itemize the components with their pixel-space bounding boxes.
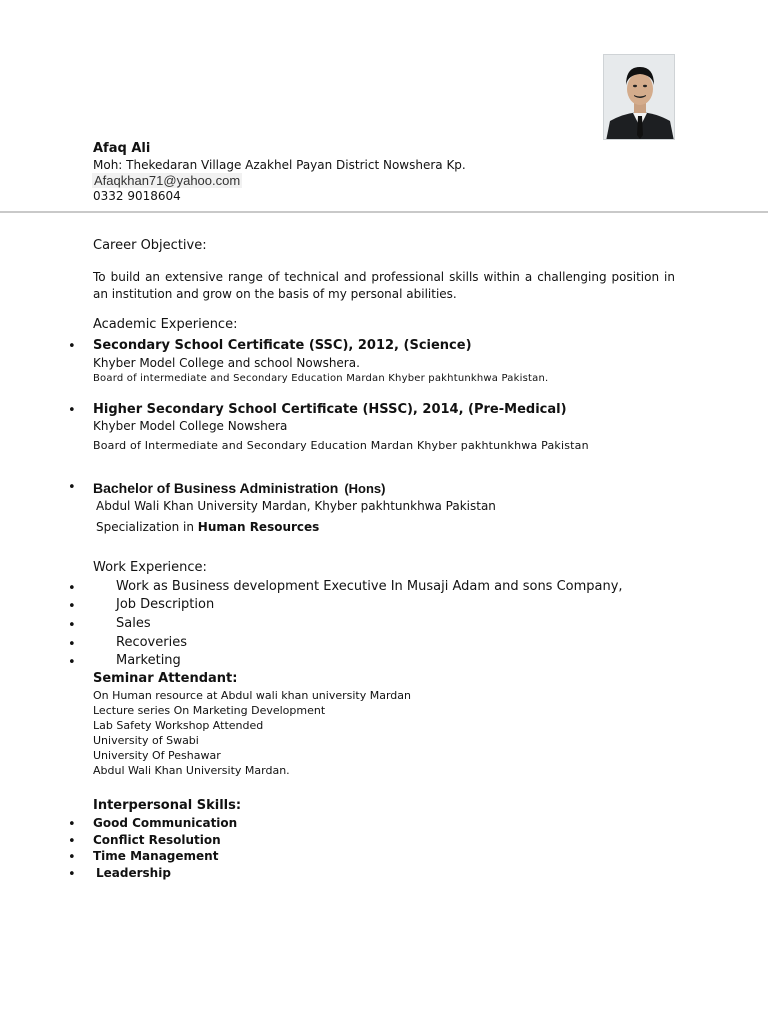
address: Moh: Thekedaran Village Azakhel Payan District Nowshera Kp. <box>93 158 466 172</box>
header-divider <box>0 211 768 213</box>
skill-item: Good Communication <box>93 816 238 830</box>
profile-photo <box>603 54 675 140</box>
work-item: Job Description <box>116 597 215 612</box>
skill-item: Conflict Resolution <box>93 833 221 847</box>
work-heading: Work Experience: <box>93 560 207 575</box>
ssc-school: Khyber Model College and school Nowshera. <box>93 356 360 370</box>
bullet-icon: • <box>68 817 76 832</box>
academic-heading: Academic Experience: <box>93 317 238 332</box>
bullet-icon: • <box>68 637 76 652</box>
applicant-name: Afaq Ali <box>93 141 151 156</box>
bullet-icon: • <box>68 618 76 633</box>
hssc-title: Higher Secondary School Certificate (HSSC), 2014, (Pre-Medical) <box>93 402 567 417</box>
seminar-item: Lab Safety Workshop Attended <box>93 719 264 732</box>
work-item: Recoveries <box>116 635 187 650</box>
bullet-icon: • <box>68 834 76 849</box>
work-item: Marketing <box>116 653 181 668</box>
seminar-item: On Human resource at Abdul wali khan university Mardan <box>93 689 411 702</box>
work-item: Work as Business development Executive In Musaji Adam and sons Company, <box>116 579 623 594</box>
career-objective-heading: Career Objective: <box>93 238 207 253</box>
hssc-board: Board of Intermediate and Secondary Education Mardan Khyber pakhtunkhwa Pakistan <box>93 439 589 452</box>
seminar-item: University Of Peshawar <box>93 749 221 762</box>
seminar-list <box>93 688 411 778</box>
bullet-icon: • <box>68 480 76 495</box>
seminar-item: Lecture series On Marketing Development <box>93 704 326 717</box>
skill-item: Time Management <box>93 849 219 863</box>
ssc-title: Secondary School Certificate (SSC), 2012, (Science) <box>93 338 472 353</box>
bullet-icon: • <box>68 655 76 670</box>
career-objective-text: To build an extensive range of technical and professional skills within a challenging position in an institution and grow on the basis of my personal abilities. <box>93 270 675 301</box>
work-item: Sales <box>116 616 151 631</box>
specialization-value: Human Resources <box>197 520 320 534</box>
bba-title: Bachelor of Business Administration <box>93 480 339 496</box>
bullet-icon: • <box>68 339 76 354</box>
bullet-icon: • <box>68 599 76 614</box>
bullet-icon: • <box>68 581 76 596</box>
email-link[interactable]: Afaqkhan71@yahoo.com <box>94 173 241 188</box>
bullet-icon: • <box>68 403 76 418</box>
phone-number: 0332 9018604 <box>93 189 181 203</box>
specialization-prefix: Specialization in <box>96 520 198 534</box>
skills-heading: Interpersonal Skills: <box>93 798 242 813</box>
bba-title-line <box>93 478 385 497</box>
hssc-school: Khyber Model College Nowshera <box>93 419 288 433</box>
bba-specialization <box>96 520 319 534</box>
seminar-item: University of Swabi <box>93 734 199 747</box>
bullet-icon: • <box>68 867 76 882</box>
seminar-item: Abdul Wali Khan University Mardan. <box>93 764 290 777</box>
bba-university: Abdul Wali Khan University Mardan, Khyber pakhtunkhwa Pakistan <box>96 499 496 513</box>
bullet-icon: • <box>68 850 76 865</box>
ssc-board: Board of intermediate and Secondary Education Mardan Khyber pakhtunkhwa Pakistan. <box>93 373 549 384</box>
person-photo-icon <box>604 55 675 140</box>
bba-hons: (Hons) <box>344 481 386 496</box>
seminar-heading: Seminar Attendant: <box>93 671 238 686</box>
skill-item: Leadership <box>96 866 171 880</box>
